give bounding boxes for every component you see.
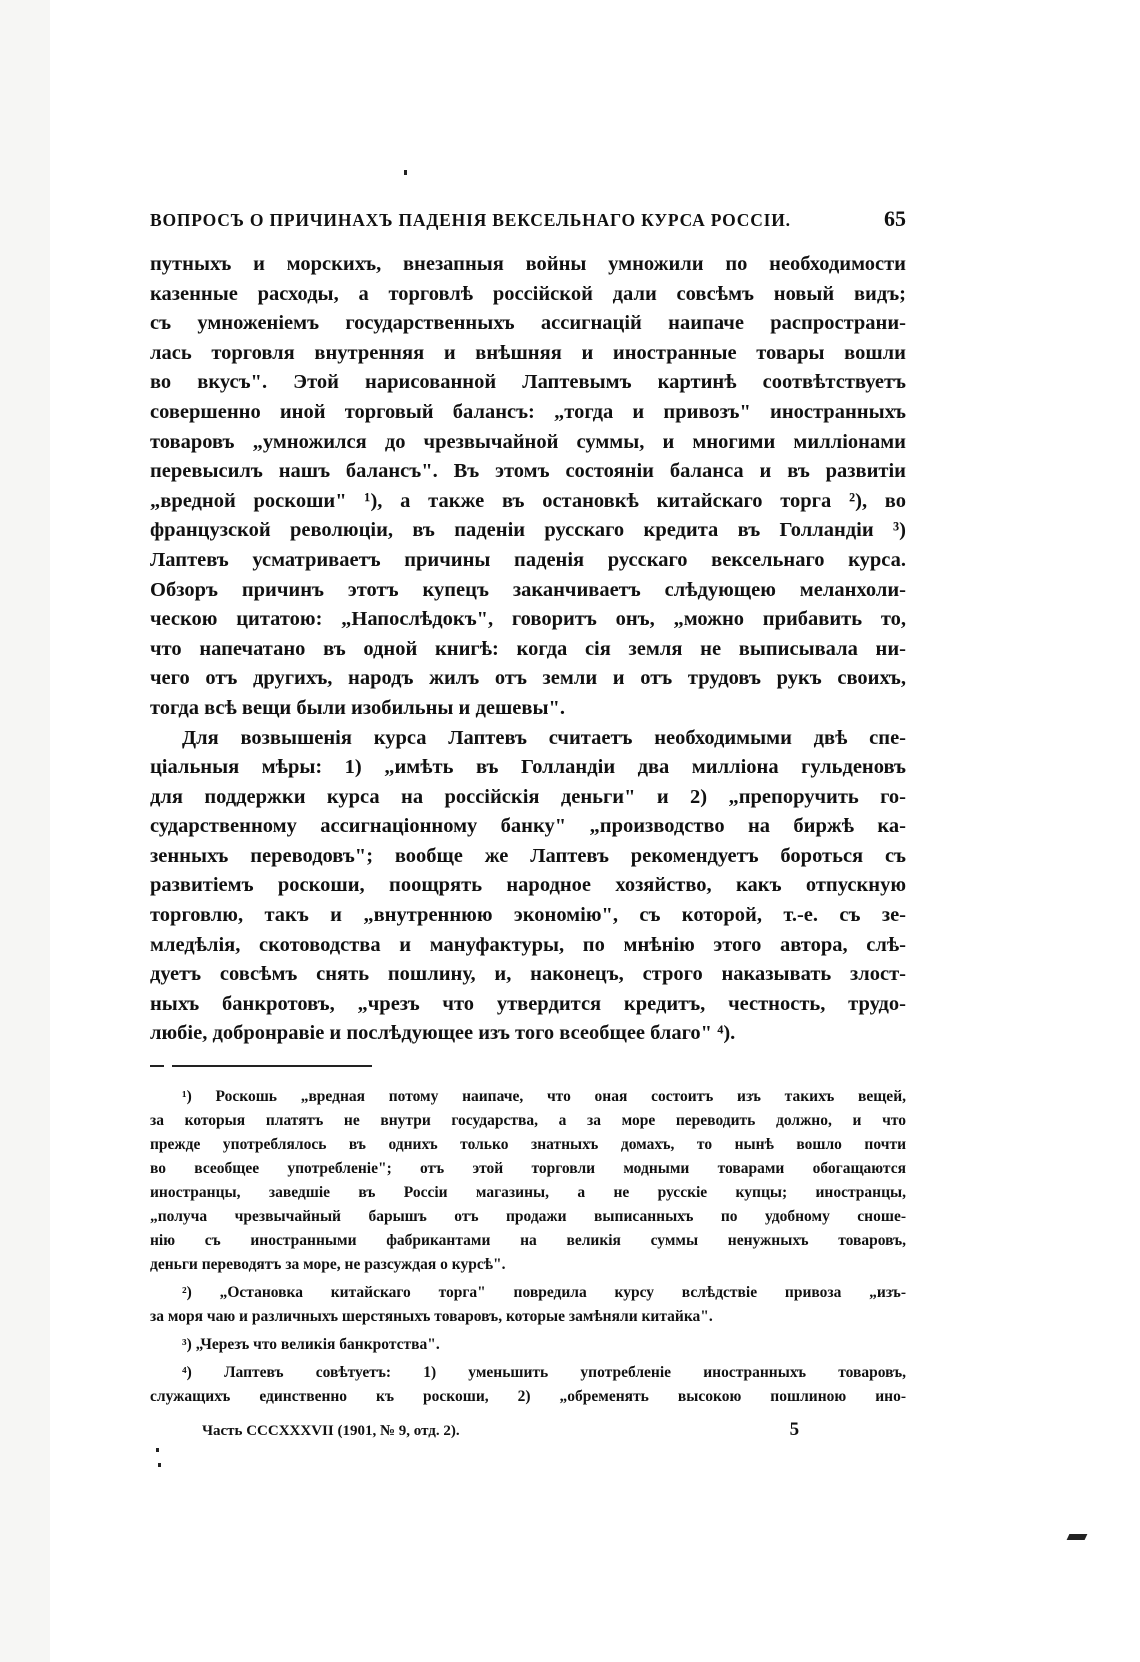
page-footer — [150, 1419, 906, 1441]
divider-bar — [172, 1065, 372, 1067]
text-line: сударственному ассигнаціонному банку" „производство на биржѣ ка- — [150, 815, 906, 838]
divider-dash — [150, 1065, 164, 1067]
main-text — [150, 250, 906, 1049]
text-line: французской революціи, въ паденіи русскаго кредита въ Голландіи ³) — [150, 519, 906, 542]
footnote-line: нію съ иностранными фабрикантами на великія суммы ненужныхъ товаровъ, — [150, 1232, 906, 1250]
scan-margin — [0, 0, 50, 1662]
running-title: ВОПРОСЪ О ПРИЧИНАХЪ ПАДЕНІЯ ВЕКСЕЛЬНАГО КУРСА РОССІИ. — [150, 210, 791, 230]
book-page — [150, 206, 906, 1441]
text-line: путныхъ и морскихъ, внезапныя войны умножили по необходимости — [150, 253, 906, 275]
footnote-line: во всеобщее употребленіе"; отъ этой торговли модными товарами обогащаются — [150, 1160, 906, 1178]
text-line: любіе, добронравіе и послѣдующее изъ того всеобщее благо" ⁴). — [150, 1022, 736, 1045]
text-line: тогда всѣ вещи были изобильны и дешевы". — [150, 696, 565, 719]
text-line: развитіемъ роскоши, поощрять народное хозяйство, какъ отпускную — [150, 874, 906, 897]
footnotes — [150, 1085, 906, 1409]
signature-mark: 5 — [789, 1419, 800, 1441]
text-line: товаровъ „умножился до чрезвычайной суммы, и многими милліонами — [150, 430, 906, 453]
journal-source: Часть CCCXXXVII (1901, № 9, отд. 2). — [202, 1423, 460, 1440]
text-line: для поддержки курса на россійскія деньги" и 2) „препоручить го- — [150, 785, 906, 808]
running-head — [150, 206, 906, 236]
footnote-line: ²) „Остановка китайскаго торга" повредила курсу вслѣдствіе привоза „изъ- — [182, 1284, 906, 1302]
text-line: мледѣлія, скотоводства и мануфактуры, по мнѣнію этого автора, слѣ- — [150, 933, 906, 956]
scan-speck — [404, 170, 407, 175]
scan-speck — [156, 1448, 159, 1452]
footnote-1 — [150, 1085, 906, 1277]
scan-speck — [158, 1463, 161, 1467]
text-line: зенныхъ переводовъ"; вообще же Лаптевъ рекомендуетъ бороться съ — [150, 844, 906, 867]
footnote-line: прежде употреблялось въ однихъ только знатныхъ домахъ, то нынѣ вошло почти — [150, 1136, 906, 1154]
text-line: перевысилъ нашъ балансъ". Въ этомъ состояніи баланса и въ развитіи — [150, 460, 906, 483]
footnote-line: ¹) Роскошь „вредная потому наипаче, что оная состоитъ изъ такихъ вещей, — [182, 1088, 906, 1106]
text-line: „вредной роскоши" ¹), а также въ остановкѣ китайскаго торга ²), во — [150, 489, 906, 512]
footnote-3 — [150, 1333, 906, 1357]
footnote-line: за которыя платятъ не внутри государства, а за море переводить должно, и что — [150, 1112, 906, 1130]
text-line: Обзоръ причинъ этотъ купецъ заканчиваетъ слѣдующею меланхоли- — [150, 578, 906, 601]
footnote-line: иностранцы, заведшіе въ Россіи магазины, а не русскіе купцы; иностранцы, — [150, 1184, 906, 1202]
footnote-divider — [150, 1059, 906, 1073]
footnote-line: ³) „Черезъ что великія банкротства". — [182, 1336, 440, 1354]
footnote-line: служащихъ единственно къ роскоши, 2) „обременять высокою пошлиною ино- — [150, 1388, 906, 1406]
text-line: совершенно иной торговый балансъ: „тогда и привозъ" иностранныхъ — [150, 400, 906, 423]
footnote-line: „получа чрезвычайный барышъ отъ продажи выписанныхъ по удобному сноше- — [150, 1208, 906, 1226]
text-line: торговлю, такъ и „внутреннюю экономію", съ которой, т.-е. съ зе- — [150, 904, 906, 927]
page-number: 65 — [884, 206, 906, 231]
footnote-4 — [150, 1361, 906, 1409]
text-line: во вкусъ". Этой нарисованной Лаптевымъ картинѣ соотвѣтствуетъ — [150, 371, 906, 394]
text-line: ціальныя мѣры: 1) „имѣть въ Голландіи два милліона гульденовъ — [150, 756, 906, 779]
text-line: казенные расходы, а торговлѣ россійской дали совсѣмъ новый видъ; — [150, 282, 906, 305]
text-line: Для возвышенія курса Лаптевъ считаетъ необходимыми двѣ спе- — [182, 726, 906, 749]
text-line: ныхъ банкротовъ, „чрезъ что утвердится кредитъ, честность, трудо- — [150, 992, 906, 1015]
text-line: ческою цитатою: „Напослѣдокъ", говоритъ онъ, „можно прибавить то, — [150, 608, 906, 631]
text-line: чего отъ другихъ, народъ жилъ отъ земли и отъ трудовъ рукъ своихъ, — [150, 667, 906, 690]
footnote-2 — [150, 1281, 906, 1329]
footnote-line: деньги переводятъ за море, не разсуждая о курсѣ". — [150, 1256, 506, 1274]
text-line: дуетъ совсѣмъ снять пошлину, и, наконецъ, строго наказывать злост- — [150, 963, 906, 986]
text-line: лась торговля внутренняя и внѣшняя и иностранные товары вошли — [150, 341, 906, 364]
scan-speck — [1067, 1534, 1088, 1540]
text-line: что напечатано въ одной книгѣ: когда сія земля не выписывала ни- — [150, 637, 906, 660]
text-line: Лаптевъ усматриваетъ причины паденія русскаго вексельнаго курса. — [150, 548, 906, 571]
footnote-line: за моря чаю и различныхъ шерстяныхъ товаровъ, которые замѣняли китайка". — [150, 1308, 713, 1326]
text-line: съ умноженіемъ государственныхъ ассигнацій наипаче распространи- — [150, 312, 906, 335]
footnote-line: ⁴) Лаптевъ совѣтуетъ: 1) уменьшить употребленіе иностранныхъ товаровъ, — [182, 1364, 906, 1382]
